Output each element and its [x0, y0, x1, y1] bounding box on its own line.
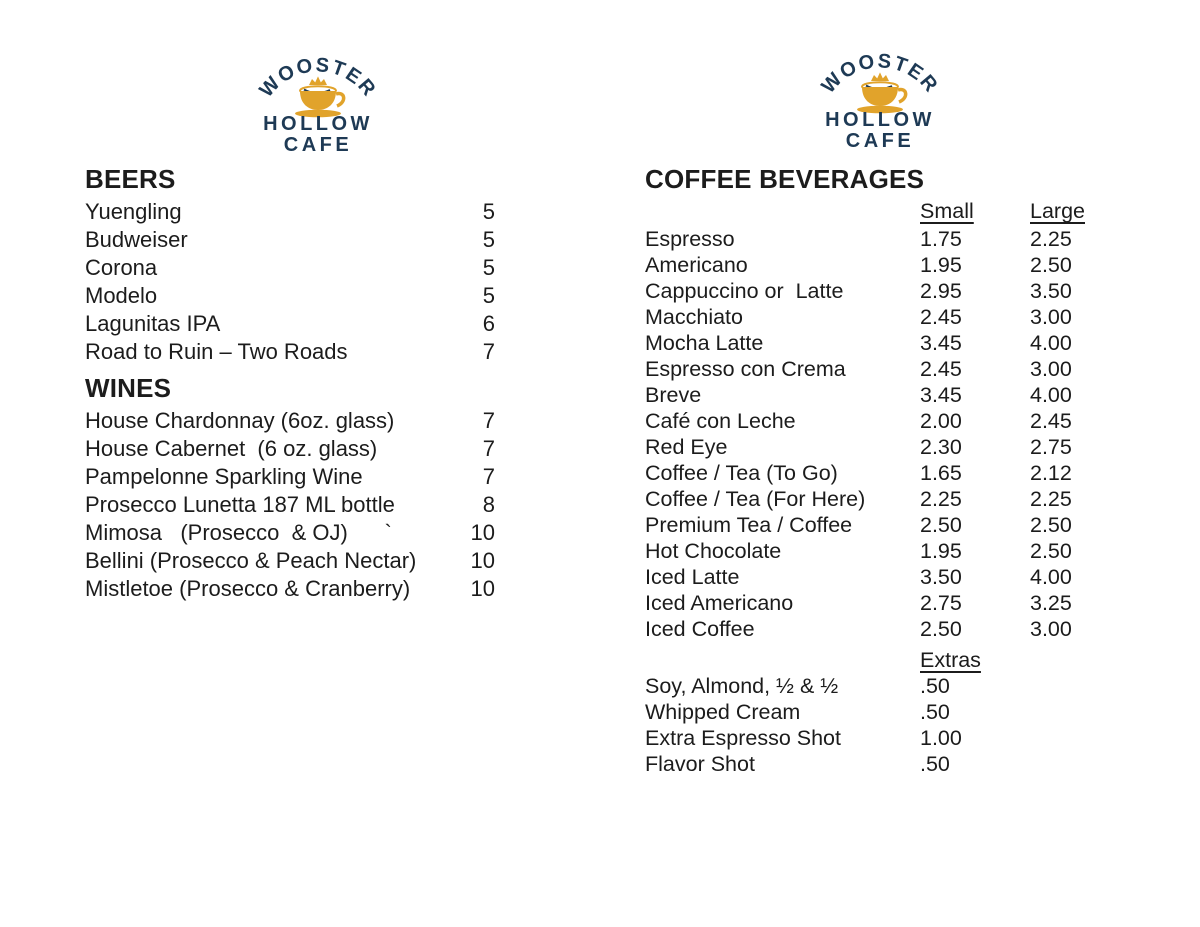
item-name: Americano — [645, 253, 748, 277]
item-price-large: 3.00 — [1030, 357, 1072, 381]
spacer — [1030, 642, 1090, 673]
coffee-menu-column — [645, 164, 1090, 777]
menu-item-row — [85, 310, 495, 338]
logo-graphic — [816, 50, 944, 152]
section-title-wines: WINES — [85, 373, 172, 403]
item-price-small: 2.45 — [920, 357, 962, 381]
size-header-row — [645, 198, 1090, 224]
item-name: Budweiser — [85, 227, 188, 252]
beers-list — [85, 198, 495, 366]
spacer — [1030, 725, 1090, 751]
wooster-hollow-cafe-logo — [816, 50, 944, 152]
menu-item-row — [85, 491, 495, 519]
item-price: 7 — [482, 436, 495, 461]
item-name: Prosecco Lunetta 187 ML bottle — [85, 492, 395, 517]
spacer — [645, 198, 920, 224]
item-price-large: 3.25 — [1030, 591, 1072, 615]
spacer — [645, 642, 920, 673]
spacer — [1030, 673, 1090, 699]
item-price-small: 1.75 — [920, 227, 962, 251]
item-price: 7 — [482, 408, 495, 433]
item-price-small: 2.50 — [920, 513, 962, 537]
item-price: 10 — [470, 548, 495, 573]
menu-item-row — [85, 226, 495, 254]
item-name: Breve — [645, 383, 702, 407]
item-name: Pampelonne Sparkling Wine — [85, 464, 363, 489]
item-price: 10 — [470, 520, 495, 545]
extras-items-list — [645, 673, 1090, 777]
item-price: 10 — [470, 576, 495, 601]
item-price-small: 3.50 — [920, 565, 962, 589]
item-name: House Cabernet (6 oz. glass) — [85, 436, 378, 461]
item-price: 7 — [482, 464, 495, 489]
logo-hollow-text: HOLLOW — [825, 109, 935, 131]
item-name: Mistletoe (Prosecco & Cranberry) — [85, 576, 411, 601]
item-name: Cappuccino or Latte — [645, 279, 844, 303]
item-price-small: 1.95 — [920, 539, 962, 563]
item-price-large: 3.00 — [1030, 617, 1072, 641]
item-price-large: 2.50 — [1030, 253, 1072, 277]
column-header-small: Small — [920, 199, 974, 223]
item-price-small: 2.25 — [920, 487, 962, 511]
logo-cafe-text: CAFE — [283, 134, 353, 156]
item-name: Corona — [85, 255, 158, 280]
item-name: Yuengling — [85, 199, 182, 224]
item-price: .50 — [920, 700, 950, 724]
item-price-small: 2.75 — [920, 591, 962, 615]
beer-wine-menu-column — [85, 164, 495, 603]
item-price-small: 2.95 — [920, 279, 962, 303]
item-price-large: 4.00 — [1030, 331, 1072, 355]
item-price-large: 4.00 — [1030, 383, 1072, 407]
item-name: Coffee / Tea (To Go) — [645, 461, 838, 485]
item-name: Extra Espresso Shot — [645, 726, 841, 750]
logo-cafe-text: CAFE — [845, 130, 915, 152]
item-name: Mocha Latte — [645, 331, 764, 355]
logo-arc-text: WOOSTER — [255, 54, 381, 102]
item-price-large: 2.12 — [1030, 461, 1072, 485]
item-name: Premium Tea / Coffee — [645, 513, 853, 537]
item-name: Mimosa (Prosecco & OJ) ` — [85, 520, 392, 545]
item-price: 5 — [482, 283, 495, 308]
menu-item-row — [85, 198, 495, 226]
item-name: Soy, Almond, ½ & ½ — [645, 674, 839, 698]
item-name: Hot Chocolate — [645, 539, 782, 563]
item-name: Espresso con Crema — [645, 357, 846, 381]
item-price-small: 2.50 — [920, 617, 962, 641]
coffee-items-list — [645, 226, 1090, 642]
item-name: Road to Ruin – Two Roads — [85, 339, 348, 364]
coffee-cup-icon — [857, 72, 906, 113]
item-price-small: 2.45 — [920, 305, 962, 329]
wines-list — [85, 407, 495, 603]
section-title-beers: BEERS — [85, 164, 176, 194]
logo-graphic — [254, 54, 382, 156]
item-name: Flavor Shot — [645, 752, 755, 776]
item-price-small: 1.95 — [920, 253, 962, 277]
item-name: Lagunitas IPA — [85, 311, 221, 336]
item-price-small: 2.00 — [920, 409, 962, 433]
menu-item-row — [85, 338, 495, 366]
item-name: Espresso — [645, 227, 735, 251]
item-price: 5 — [482, 227, 495, 252]
item-price: 8 — [482, 492, 495, 517]
extras-header-row — [645, 642, 1090, 673]
menu-item-row — [85, 407, 495, 435]
logo-arc-text: WOOSTER — [817, 50, 943, 98]
item-name: Coffee / Tea (For Here) — [645, 487, 866, 511]
item-price-large: 3.00 — [1030, 305, 1072, 329]
item-price-large: 2.45 — [1030, 409, 1072, 433]
section-title-coffee: COFFEE BEVERAGES — [645, 164, 925, 194]
column-header-large: Large — [1030, 199, 1085, 223]
item-price-large: 3.50 — [1030, 279, 1072, 303]
item-price: 6 — [482, 311, 495, 336]
menu-item-row — [85, 547, 495, 575]
coffee-cup-icon — [295, 76, 344, 117]
item-price-large: 2.75 — [1030, 435, 1072, 459]
menu-item-row — [85, 575, 495, 603]
menu-item-row — [85, 519, 495, 547]
item-price-small: 2.30 — [920, 435, 962, 459]
item-price-large: 2.25 — [1030, 227, 1072, 251]
menu-item-row — [85, 435, 495, 463]
item-name: Red Eye — [645, 435, 728, 459]
item-name: Iced Latte — [645, 565, 740, 589]
item-price-small: 3.45 — [920, 383, 962, 407]
spacer — [1030, 751, 1090, 777]
item-price: .50 — [920, 752, 950, 776]
wooster-hollow-cafe-logo — [254, 54, 382, 156]
logo-hollow-text: HOLLOW — [263, 113, 373, 135]
spacer — [1030, 699, 1090, 725]
item-price: 5 — [482, 199, 495, 224]
item-price-large: 2.25 — [1030, 487, 1072, 511]
item-name: Macchiato — [645, 305, 743, 329]
item-price-small: 1.65 — [920, 461, 962, 485]
item-name: Whipped Cream — [645, 700, 801, 724]
item-price: .50 — [920, 674, 950, 698]
menu-item-row — [85, 254, 495, 282]
menu-item-row — [85, 463, 495, 491]
item-price-large: 2.50 — [1030, 513, 1072, 537]
item-name: Café con Leche — [645, 409, 796, 433]
item-name: House Chardonnay (6oz. glass) — [85, 408, 395, 433]
item-price-small: 3.45 — [920, 331, 962, 355]
item-name: Iced Americano — [645, 591, 794, 615]
item-price: 1.00 — [920, 726, 962, 750]
item-name: Bellini (Prosecco & Peach Nectar) — [85, 548, 417, 573]
menu-item-row — [85, 282, 495, 310]
column-header-extras: Extras — [920, 648, 981, 672]
item-price: 5 — [482, 255, 495, 280]
item-name: Modelo — [85, 283, 158, 308]
item-price-large: 4.00 — [1030, 565, 1072, 589]
item-price-large: 2.50 — [1030, 539, 1072, 563]
item-name: Iced Coffee — [645, 617, 755, 641]
item-price: 7 — [482, 339, 495, 364]
